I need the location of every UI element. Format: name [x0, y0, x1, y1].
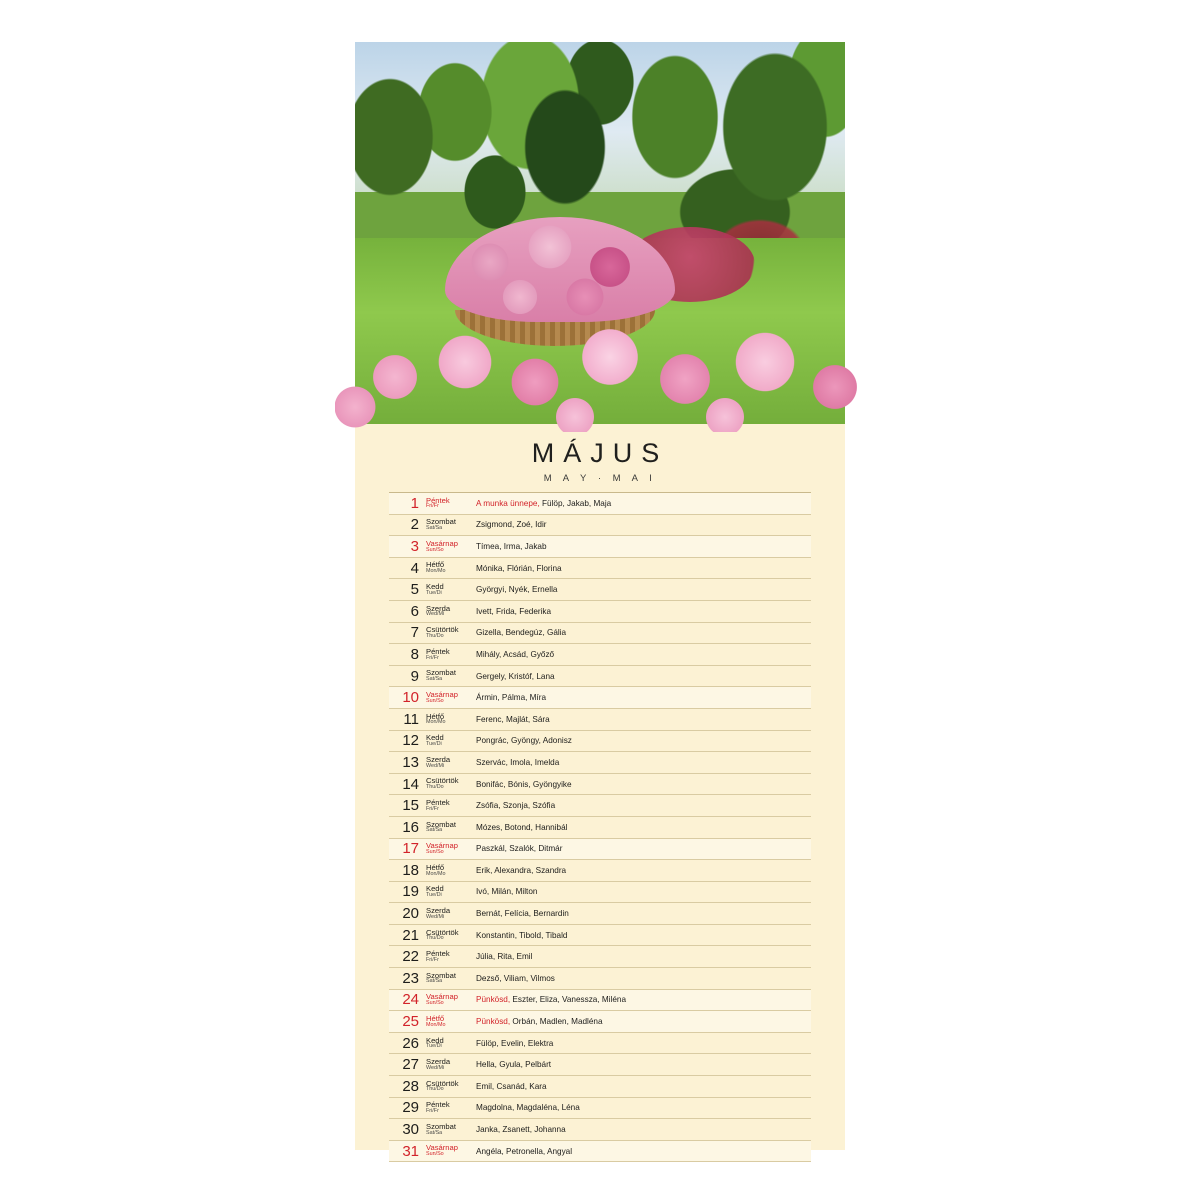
weekday-name: Vasárnap	[426, 690, 458, 700]
weekday-abbr: Sat/Sa	[426, 525, 443, 531]
day-number: 25	[402, 1013, 419, 1031]
nameday-names	[476, 974, 811, 983]
day-row	[389, 752, 811, 774]
day-row	[389, 644, 811, 666]
weekday-name: Szombat	[426, 668, 456, 678]
day-row	[389, 536, 811, 558]
weekday-block	[426, 799, 476, 812]
nameday-list: Emil, Csanád, Kara	[476, 1081, 547, 1091]
nameday-list: Gizella, Bendegúz, Gália	[476, 628, 567, 638]
weekday-name: Szombat	[426, 517, 456, 527]
day-row	[389, 1054, 811, 1076]
day-number: 31	[402, 1142, 419, 1160]
nameday-list: Mónika, Flórián, Florina	[476, 563, 562, 573]
weekday-abbr: Mon/Mo	[426, 568, 446, 575]
calendar-page	[355, 42, 845, 1160]
nameday-names	[476, 607, 811, 616]
holiday-label: A munka ünnepe,	[476, 498, 540, 508]
day-row	[389, 860, 811, 882]
weekday-block	[426, 864, 476, 877]
weekday-block	[426, 1101, 476, 1114]
day-number: 17	[402, 840, 419, 858]
weekday-block	[426, 518, 476, 531]
weekday-abbr: Wed/Mi	[426, 913, 445, 920]
nameday-names	[476, 1125, 811, 1134]
weekday-name: Szerda	[426, 1057, 451, 1067]
nameday-names	[476, 844, 811, 853]
weekday-block	[426, 648, 476, 661]
day-number: 27	[402, 1056, 419, 1074]
weekday-abbr: Thu/Do	[426, 632, 444, 639]
weekday-name: Kedd	[426, 582, 444, 592]
weekday-name: Szerda	[426, 754, 451, 764]
page-title: MÁJUS	[531, 438, 669, 468]
weekday-name: Kedd	[426, 733, 444, 743]
nameday-names	[476, 520, 811, 529]
weekday-name: Szombat	[426, 970, 456, 980]
nameday-names	[476, 650, 811, 659]
weekday-block	[426, 626, 476, 639]
weekday-block	[426, 756, 476, 769]
day-row	[389, 968, 811, 990]
nameday-names	[476, 1103, 811, 1112]
day-number: 22	[402, 948, 419, 966]
weekday-block	[426, 929, 476, 942]
nameday-list: Fülöp, Evelin, Elektra	[476, 1038, 554, 1048]
weekday-name: Hétfő	[426, 560, 445, 570]
day-number: 13	[402, 753, 419, 771]
day-number: 26	[402, 1034, 419, 1052]
weekday-name: Szerda	[426, 905, 451, 915]
day-number: 6	[410, 602, 419, 620]
weekday-abbr: Mon/Mo	[426, 870, 446, 877]
nameday-list: Zsófia, Szonja, Szófia	[476, 801, 556, 811]
weekday-name: Vasárnap	[426, 1143, 458, 1153]
day-row	[389, 1119, 811, 1141]
nameday-names	[476, 780, 811, 789]
weekday-abbr: Sun/So	[426, 848, 444, 855]
nameday-list: Györgyi, Nyék, Ernella	[476, 585, 558, 595]
weekday-name: Péntek	[426, 1100, 450, 1110]
weekday-abbr: Wed/Mi	[426, 762, 445, 769]
day-row	[389, 1011, 811, 1033]
weekday-block	[426, 561, 476, 574]
weekday-name: Hétfő	[426, 1013, 445, 1023]
weekday-abbr: Thu/Do	[426, 784, 444, 791]
header-photo	[355, 42, 845, 424]
weekday-abbr: Sat/Sa	[426, 978, 443, 985]
weekday-name: Szerda	[426, 603, 451, 613]
weekday-abbr: Fri/Fr	[426, 503, 439, 510]
weekday-block	[426, 821, 476, 834]
weekday-name: Szombat	[426, 819, 456, 829]
nameday-names	[476, 564, 811, 573]
day-row	[389, 601, 811, 623]
day-row	[389, 817, 811, 839]
weekday-abbr: Mon/Mo	[426, 1021, 446, 1028]
weekday-name: Péntek	[426, 495, 450, 505]
nameday-list: Gergely, Kristóf, Lana	[476, 671, 555, 681]
day-row	[389, 1098, 811, 1120]
day-number: 15	[402, 797, 419, 815]
weekday-abbr: Mon/Mo	[426, 719, 446, 726]
weekday-block	[426, 1080, 476, 1093]
day-row	[389, 623, 811, 645]
day-row	[389, 493, 811, 515]
day-number: 21	[402, 926, 419, 944]
nameday-list: Fülöp, Jakab, Maja	[542, 498, 612, 508]
day-row	[389, 1141, 811, 1163]
weekday-name: Vasárnap	[426, 992, 458, 1002]
weekday-name: Csütörtök	[426, 1078, 459, 1088]
weekday-block	[426, 972, 476, 985]
day-number: 7	[410, 624, 419, 642]
day-number: 29	[402, 1099, 419, 1117]
weekday-abbr: Sat/Sa	[426, 676, 443, 683]
weekday-abbr: Wed/Mi	[426, 611, 445, 618]
weekday-block	[426, 669, 476, 682]
weekday-name: Vasárnap	[426, 841, 458, 851]
nameday-names	[476, 736, 811, 745]
weekday-block	[426, 1144, 476, 1157]
weekday-block	[426, 497, 476, 510]
day-list	[389, 492, 811, 1162]
nameday-list: Orbán, Madlen, Madléna	[512, 1017, 603, 1027]
day-number: 10	[402, 689, 419, 707]
weekday-name: Csütörtök	[426, 776, 459, 786]
weekday-block	[426, 583, 476, 596]
weekday-block	[426, 605, 476, 618]
day-number: 20	[402, 905, 419, 923]
nameday-names	[476, 542, 811, 551]
nameday-list: Konstantin, Tibold, Tibald	[476, 930, 568, 940]
nameday-names	[476, 823, 811, 832]
weekday-name: Csütörtök	[426, 625, 459, 635]
nameday-list: Ivett, Frida, Federika	[476, 606, 552, 616]
day-row	[389, 946, 811, 968]
weekday-block	[426, 734, 476, 747]
weekday-name: Hétfő	[426, 711, 445, 721]
day-number: 18	[402, 861, 419, 879]
nameday-list: Mózes, Botond, Hannibál	[476, 822, 568, 832]
weekday-abbr: Sun/So	[426, 546, 444, 553]
day-row	[389, 731, 811, 753]
weekday-abbr: Wed/Mi	[426, 1064, 445, 1071]
weekday-abbr: Fri/Fr	[426, 956, 439, 963]
dark-conifer	[505, 62, 625, 232]
day-row	[389, 925, 811, 947]
weekday-block	[426, 713, 476, 726]
weekday-name: Vasárnap	[426, 538, 458, 548]
nameday-list: Hella, Gyula, Pelbárt	[476, 1060, 552, 1070]
day-number: 3	[410, 537, 419, 555]
nameday-names	[476, 931, 811, 940]
day-number: 30	[402, 1121, 419, 1139]
weekday-abbr: Fri/Fr	[426, 654, 439, 661]
weekday-abbr: Tue/Di	[426, 589, 442, 596]
day-number: 2	[410, 516, 419, 534]
holiday-label: Pünkösd,	[476, 1017, 511, 1027]
day-number: 11	[403, 710, 419, 728]
day-row	[389, 839, 811, 861]
weekday-abbr: Thu/Do	[426, 1086, 444, 1093]
nameday-list: Zsigmond, Zoé, Idir	[476, 520, 547, 530]
day-number: 23	[402, 969, 419, 987]
nameday-list: Bernát, Felícia, Bernardin	[476, 909, 569, 919]
day-number: 1	[410, 494, 419, 512]
nameday-list: Eszter, Eliza, Vanessza, Miléna	[512, 995, 627, 1005]
nameday-names	[476, 758, 811, 767]
day-row	[389, 1076, 811, 1098]
nameday-list: Angéla, Petronella, Angyal	[476, 1146, 573, 1156]
nameday-list: Bonifác, Bónis, Gyöngyike	[476, 779, 572, 789]
nameday-names	[476, 1082, 811, 1091]
nameday-names	[476, 995, 811, 1004]
day-row	[389, 774, 811, 796]
nameday-list: Paszkál, Szalók, Ditmár	[476, 844, 563, 854]
nameday-list: Tímea, Irma, Jakab	[476, 541, 547, 551]
day-number: 19	[402, 883, 419, 901]
weekday-abbr: Sun/So	[426, 1151, 444, 1158]
nameday-names	[476, 1060, 811, 1069]
day-number: 9	[410, 667, 419, 685]
weekday-block	[426, 1123, 476, 1136]
weekday-block	[426, 691, 476, 704]
day-row	[389, 882, 811, 904]
weekday-name: Péntek	[426, 797, 450, 807]
weekday-abbr: Fri/Fr	[426, 805, 439, 812]
nameday-list: Júlia, Rita, Emil	[476, 952, 533, 962]
nameday-names	[476, 1039, 811, 1048]
weekday-name: Péntek	[426, 949, 450, 959]
nameday-names	[476, 887, 811, 896]
nameday-list: Ivó, Milán, Milton	[476, 887, 538, 897]
weekday-abbr: Thu/Do	[426, 935, 444, 942]
day-row	[389, 990, 811, 1012]
weekday-block	[426, 540, 476, 553]
nameday-list: Erik, Alexandra, Szandra	[476, 865, 567, 875]
weekday-name: Kedd	[426, 1035, 444, 1045]
day-number: 14	[402, 775, 419, 793]
nameday-names	[476, 909, 811, 918]
nameday-list: Janka, Zsanett, Johanna	[476, 1125, 566, 1135]
day-row	[389, 709, 811, 731]
month-title-block	[355, 424, 845, 492]
weekday-block	[426, 993, 476, 1006]
weekday-block	[426, 907, 476, 920]
nameday-list: Pongrác, Gyöngy, Adonisz	[476, 736, 572, 746]
weekday-block	[426, 950, 476, 963]
nameday-names	[476, 672, 811, 681]
weekday-name: Péntek	[426, 646, 450, 656]
nameday-list: Ármin, Pálma, Míra	[476, 693, 547, 703]
nameday-list: Mihály, Acsád, Győző	[476, 649, 555, 659]
weekday-block	[426, 1037, 476, 1050]
nameday-names	[476, 499, 811, 508]
foreground-azalea-blooms	[335, 317, 875, 432]
weekday-block	[426, 1015, 476, 1028]
nameday-names	[476, 952, 811, 961]
day-number: 8	[410, 645, 419, 663]
weekday-block	[426, 777, 476, 790]
weekday-abbr: Sat/Sa	[426, 827, 443, 834]
day-row	[389, 795, 811, 817]
day-row	[389, 903, 811, 925]
weekday-abbr: Fri/Fr	[426, 1108, 439, 1115]
weekday-abbr: Sun/So	[426, 1000, 444, 1007]
day-number: 4	[410, 559, 419, 577]
nameday-names	[476, 1147, 811, 1156]
weekday-name: Csütörtök	[426, 927, 459, 937]
weekday-block	[426, 842, 476, 855]
weekday-name: Szombat	[426, 1121, 456, 1131]
weekday-abbr: Tue/Di	[426, 892, 442, 899]
nameday-names	[476, 628, 811, 637]
day-row	[389, 1033, 811, 1055]
weekday-abbr: Tue/Di	[426, 1043, 442, 1050]
day-number: 28	[402, 1077, 419, 1095]
nameday-list: Ferenc, Majlát, Sára	[476, 714, 550, 724]
nameday-names	[476, 715, 811, 724]
day-row	[389, 579, 811, 601]
weekday-abbr: Sun/So	[426, 697, 444, 704]
day-row	[389, 666, 811, 688]
day-number: 24	[402, 991, 419, 1009]
weekday-abbr: Tue/Di	[426, 740, 442, 747]
day-number: 12	[402, 732, 419, 750]
nameday-list: Dezső, Viliam, Vilmos	[476, 973, 555, 983]
holiday-label: Pünkösd,	[476, 995, 511, 1005]
nameday-list: Magdolna, Magdaléna, Léna	[476, 1103, 580, 1113]
nameday-names	[476, 1017, 811, 1026]
nameday-names	[476, 585, 811, 594]
day-number: 5	[410, 581, 419, 599]
month-subtitle: M A Y · M A I	[543, 473, 657, 484]
weekday-name: Kedd	[426, 884, 444, 894]
nameday-names	[476, 866, 811, 875]
nameday-names	[476, 693, 811, 702]
weekday-block	[426, 1058, 476, 1071]
weekday-abbr: Sat/Sa	[426, 1129, 443, 1136]
day-number: 16	[402, 818, 419, 836]
nameday-names	[476, 801, 811, 810]
nameday-list: Szervác, Imola, Imelda	[476, 757, 560, 767]
day-row	[389, 515, 811, 537]
day-row	[389, 558, 811, 580]
day-row	[389, 687, 811, 709]
weekday-name: Hétfő	[426, 862, 445, 872]
weekday-block	[426, 885, 476, 898]
